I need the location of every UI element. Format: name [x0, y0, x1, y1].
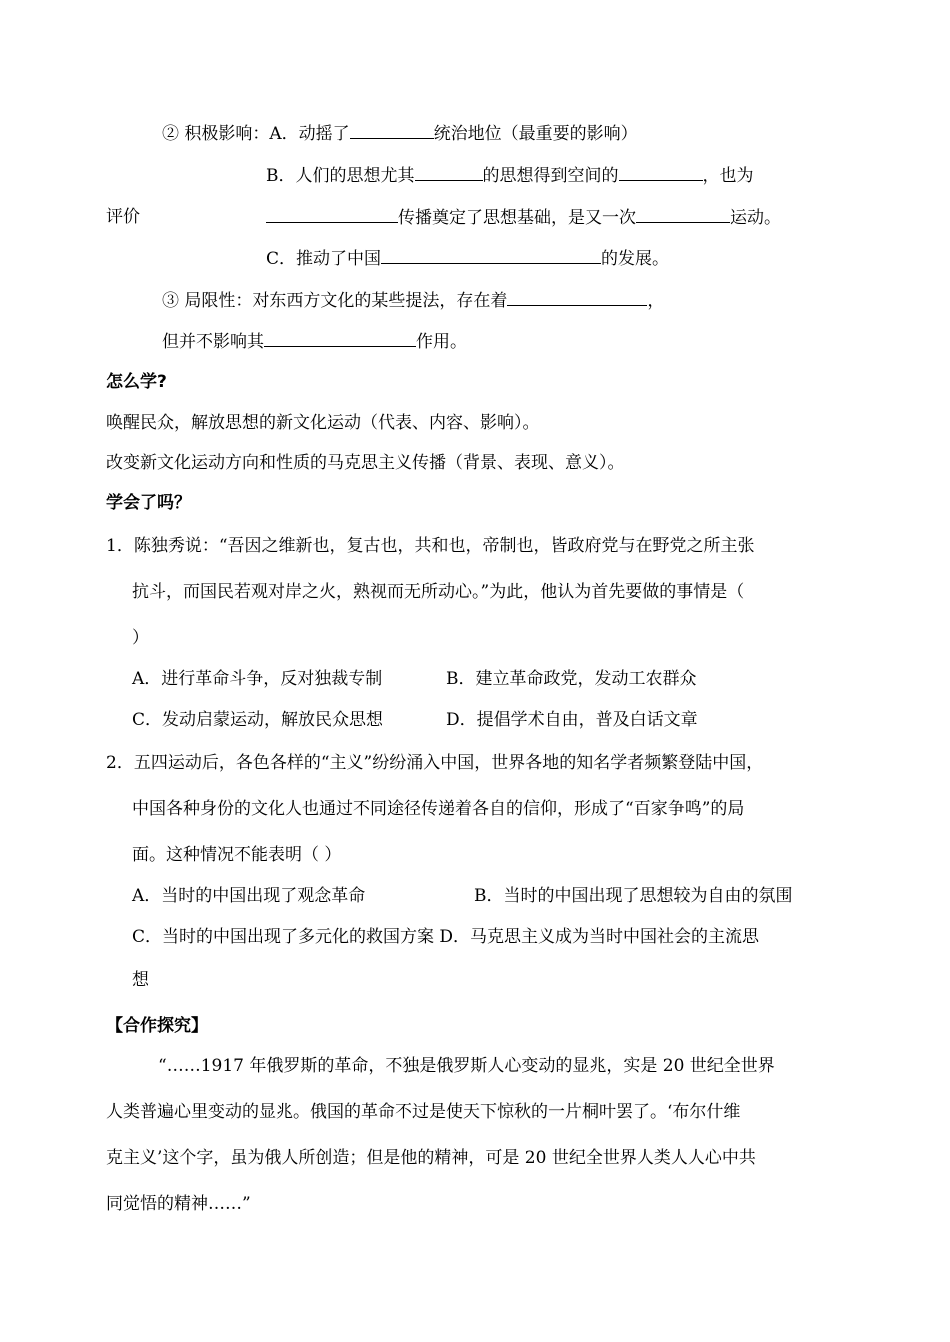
how-heading: 怎么学? — [106, 372, 167, 392]
coop-paragraph-line-3: 克主义’这个字，虽为俄人所创造；但是他的精神，可是 20 世纪全世界人类人人心中共 — [106, 1148, 756, 1168]
eval-line-5 — [162, 288, 664, 313]
q1-option-a[interactable]: A．进行革命斗争，反对独裁专制 — [132, 669, 383, 689]
eval-text: ，也为 — [702, 166, 754, 186]
q2-stem-line-2: 中国各种身份的文化人也通过不同途径传递着各自的信仰，形成了“百家争鸣”的局 — [132, 799, 745, 819]
eval-side-label: 评价 — [106, 207, 140, 227]
eval-text: ③ 局限性：对东西方文化的某些提法，存在着 — [162, 291, 508, 311]
eval-text: 统治地位（最重要的影响） — [433, 124, 638, 144]
how-item-1: 唤醒民众，解放思想的新文化运动（代表、内容、影响）。 — [106, 413, 540, 433]
eval-text: ② 积极影响：A．动摇了 — [162, 124, 350, 144]
coop-paragraph-line-2: 人类普遍心里变动的显兆。俄国的革命不过是使天下惊秋的一片桐叶罢了。‘布尔什维 — [106, 1102, 741, 1122]
answer-blank[interactable] — [350, 121, 434, 139]
answer-blank[interactable] — [619, 163, 703, 181]
eval-text: 的发展。 — [601, 249, 670, 269]
answer-blank[interactable] — [264, 329, 416, 347]
coop-heading: 【合作探究】 — [106, 1016, 208, 1036]
answer-blank[interactable] — [636, 205, 730, 223]
q2-option-a[interactable]: A．当时的中国出现了观念革命 — [132, 886, 366, 906]
q2-option-cd[interactable]: C．当时的中国出现了多元化的救国方案 D．马克思主义成为当时中国社会的主流思 — [132, 927, 760, 947]
eval-text: 传播奠定了思想基础，是又一次 — [398, 208, 636, 228]
answer-blank[interactable] — [381, 246, 601, 264]
eval-text: 但并不影响其 — [162, 332, 264, 352]
answer-blank[interactable] — [507, 288, 647, 306]
answer-blank[interactable] — [415, 163, 483, 181]
eval-text: ， — [647, 291, 665, 311]
q1-stem-line-2: 抗斗，而国民若观对岸之火，熟视而无所动心。”为此，他认为首先要做的事情是（ — [132, 582, 745, 602]
eval-line-3 — [266, 205, 781, 230]
quiz-heading: 学会了吗？ — [106, 493, 191, 513]
eval-line-1 — [162, 121, 638, 146]
q2-option-cd-wrap: 想 — [132, 970, 149, 990]
q1-stem-line-3: ） — [132, 628, 149, 648]
eval-line-4 — [266, 246, 669, 271]
q2-stem-line-3: 面。这种情况不能表明（ ） — [132, 845, 342, 865]
eval-text: B．人们的思想尤其 — [266, 166, 415, 186]
q1-option-c[interactable]: C．发动启蒙运动，解放民众思想 — [132, 710, 384, 730]
eval-text: 的思想得到空间的 — [482, 166, 619, 186]
q1-option-d[interactable]: D．提倡学术自由，普及白话文章 — [446, 710, 698, 730]
q1-stem-line-1: 1．陈独秀说：“吾因之维新也，复古也，共和也，帝制也，皆政府党与在野党之所主张 — [106, 536, 755, 556]
q2-stem-line-1: 2．五四运动后，各色各样的“主义”纷纷涌入中国，世界各地的知名学者频繁登陆中国， — [106, 753, 764, 773]
eval-text: 运动。 — [730, 208, 781, 228]
q2-option-b[interactable]: B．当时的中国出现了思想较为自由的氛围 — [474, 886, 793, 906]
eval-text: C．推动了中国 — [266, 249, 382, 269]
eval-text: 作用。 — [416, 332, 467, 352]
coop-paragraph-line-4: 同觉悟的精神……” — [106, 1194, 251, 1214]
eval-line-2 — [266, 163, 754, 188]
answer-blank[interactable] — [266, 205, 398, 223]
q1-option-b[interactable]: B．建立革命政党，发动工农群众 — [446, 669, 697, 689]
eval-line-6 — [162, 329, 467, 354]
coop-paragraph-line-1: “……1917 年俄罗斯的革命，不独是俄罗斯人心变动的显兆，实是 20 世纪全世界 — [158, 1056, 775, 1076]
how-item-2: 改变新文化运动方向和性质的马克思主义传播（背景、表现、意义）。 — [106, 453, 625, 473]
